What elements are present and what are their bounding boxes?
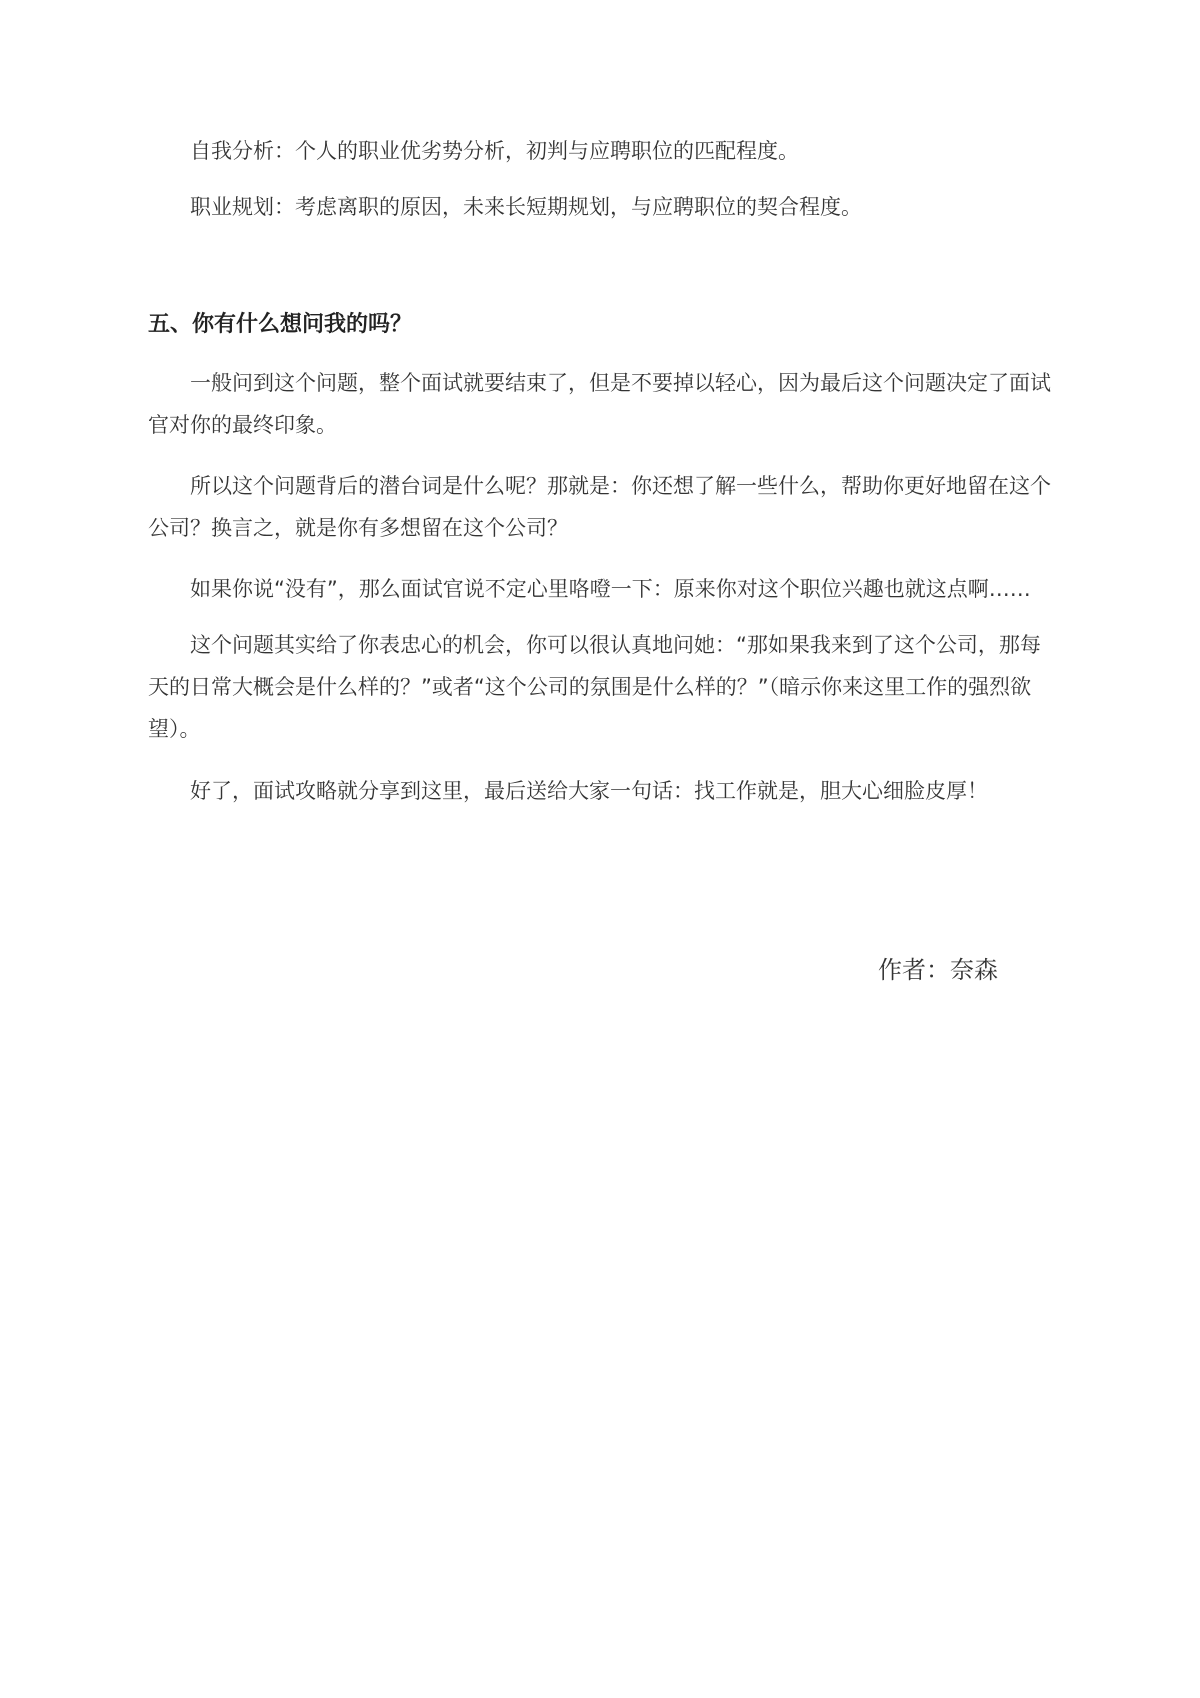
paragraph-career-planning: 职业规划：考虑离职的原因，未来长短期规划，与应聘职位的契合程度。 (190, 195, 862, 219)
section-heading: 五、你有什么想问我的吗？ (148, 312, 413, 337)
paragraph-self-analysis: 自我分析：个人的职业优劣势分析，初判与应聘职位的匹配程度。 (190, 139, 799, 163)
paragraph-no-answer: 如果你说“没有”，那么面试官说不定心里咯噔一下：原来你对这个职位兴趣也就这点啊…… (190, 577, 1031, 601)
paragraph-closing: 好了，面试攻略就分享到这里，最后送给大家一句话：找工作就是，胆大心细脸皮厚！ (190, 779, 988, 803)
paragraph-subtext: 所以这个问题背后的潜台词是什么呢？那就是：你还想了解一些什么，帮助你更好地留在这个公司？换言之，就是你有多想留在这个公司？ (148, 474, 1051, 540)
author-signature: 作者：奈森 (878, 956, 998, 984)
paragraph-intro: 一般问到这个问题，整个面试就要结束了，但是不要掉以轻心，因为最后这个问题决定了面试官对你的最终印象。 (148, 371, 1051, 437)
paragraph-loyalty: 这个问题其实给了你表忠心的机会，你可以很认真地问她：“那如果我来到了这个公司，那每天的日常大概会是什么样的？”或者“这个公司的氛围是什么样的？”（暗示你来这里工作的强烈欲望）。 (148, 633, 1041, 741)
